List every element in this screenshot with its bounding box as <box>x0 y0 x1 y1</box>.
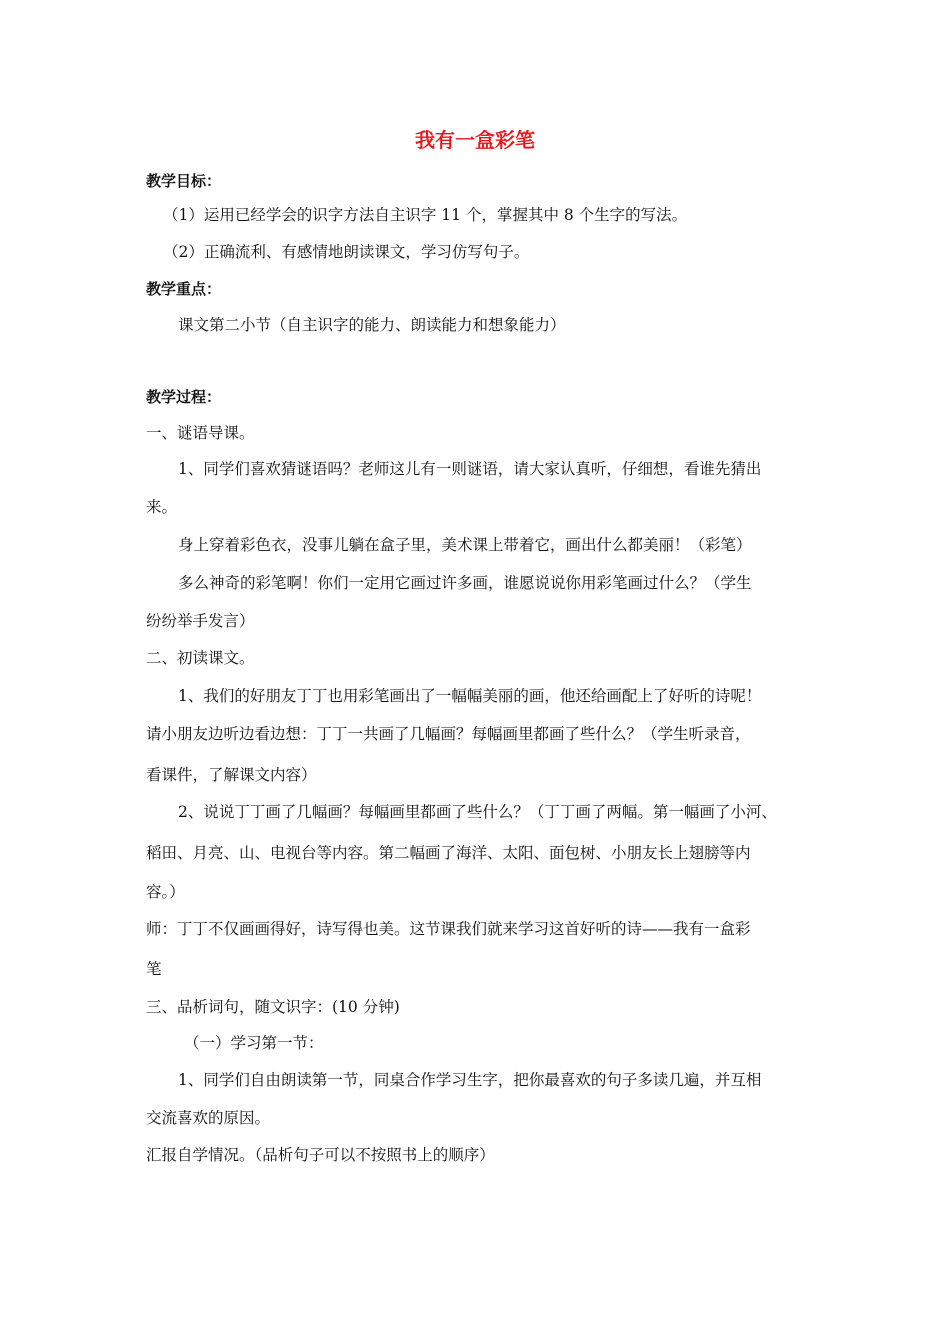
goal-1: （1）运用已经学会的识字方法自主识字 11 个，掌握其中 8 个生字的写法。 <box>163 206 688 224</box>
paragraph-line: 看课件，了解课文内容） <box>146 766 317 784</box>
process-heading: 教学过程： <box>146 388 222 406</box>
riddle-line: 身上穿着彩色衣，没事儿躺在盒子里，美术课上带着它，画出什么都美丽！（彩笔） <box>178 536 752 554</box>
paragraph-line: 1、我们的好朋友丁丁也用彩笔画出了一幅幅美丽的画，他还给画配上了好听的诗呢！ <box>178 687 762 705</box>
subsection-heading: （一）学习第一节： <box>184 1034 324 1052</box>
paragraph-line: 1、同学们喜欢猜谜语吗？老师这儿有一则谜语，请大家认真听，仔细想，看谁先猜出 <box>178 460 762 478</box>
paragraph-line: 交流喜欢的原因。 <box>146 1109 271 1127</box>
paragraph-line: 1、同学们自由朗读第一节，同桌合作学习生字，把你最喜欢的句子多读几遍，并互相 <box>178 1071 762 1089</box>
paragraph-line: 请小朋友边听边看边想：丁丁一共画了几幅画？每幅画里都画了些什么？（学生听录音， <box>146 725 751 743</box>
focus-text: 课文第二小节（自主识字的能力、朗读能力和想象能力） <box>178 316 566 334</box>
section-2-heading: 二、初读课文。 <box>146 649 255 667</box>
paragraph-line: 2、说说丁丁画了几幅画？每幅画里都画了些什么？（丁丁画了两幅。第一幅画了小河、 <box>178 803 777 821</box>
section-1-heading: 一、谜语导课。 <box>146 424 255 442</box>
document-title: 我有一盒彩笔 <box>415 128 535 152</box>
paragraph-line: 师：丁丁不仅画画得好，诗写得也美。这节课我们就来学习这首好听的诗——我有一盒彩 <box>146 920 751 938</box>
focus-heading: 教学重点： <box>146 280 222 298</box>
section-3-heading: 三、品析词句，随文识字：(10 分钟) <box>146 998 400 1016</box>
goals-heading: 教学目标： <box>146 172 222 190</box>
paragraph-line: 来。 <box>146 498 178 516</box>
paragraph-line: 多么神奇的彩笔啊！你们一定用它画过许多画，谁愿说说你用彩笔画过什么？（学生 <box>178 574 752 592</box>
paragraph-line: 笔 <box>146 960 162 978</box>
paragraph-line: 容。） <box>146 883 185 901</box>
paragraph-line: 纷纷举手发言） <box>146 612 255 630</box>
goal-2: （2）正确流利、有感情地朗读课文，学习仿写句子。 <box>163 243 530 261</box>
paragraph-line: 汇报自学情况。（品析句子可以不按照书上的顺序） <box>146 1146 495 1164</box>
paragraph-line: 稻田、月亮、山、电视台等内容。第二幅画了海洋、太阳、面包树、小朋友长上翅膀等内 <box>146 844 751 862</box>
